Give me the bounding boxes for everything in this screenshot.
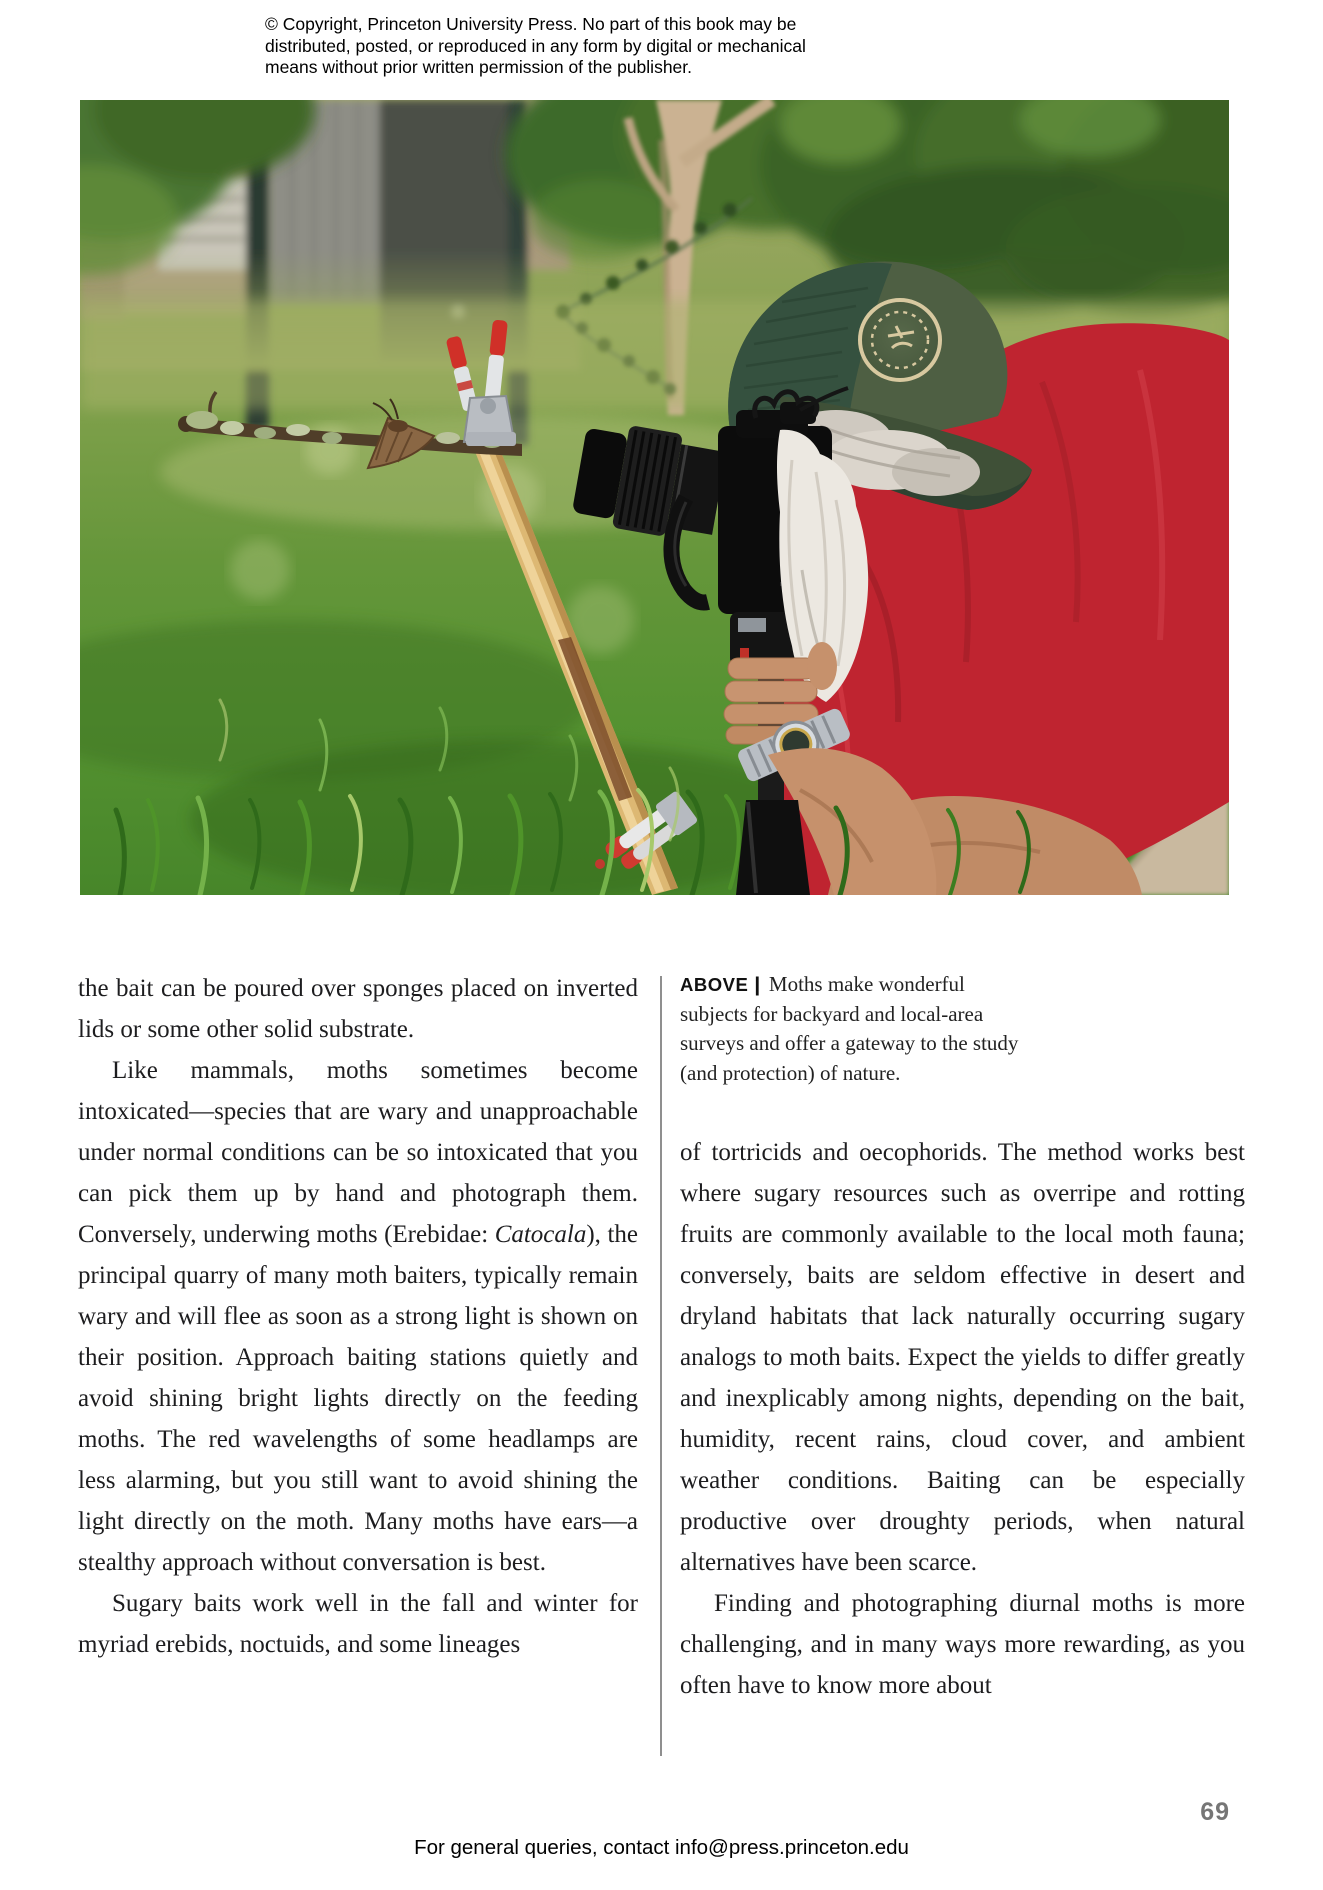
copyright-line: means without prior written permission of the publisher. <box>265 57 693 77</box>
copyright-notice <box>265 14 865 79</box>
paragraph-text: Like mammals, moths sometimes become intoxicated—species that are wary and unapproachable under normal conditions can be so intoxicated that you can pick them up by hand and photograph them. Conversely, underwing moths (Erebidae: <box>78 1057 638 1248</box>
paragraph: the bait can be poured over sponges placed on inverted lids or some other solid substrate. <box>78 975 638 1043</box>
paragraph: of tortricids and oecophorids. The method works best where sugary resources such as overripe and rotting fruits are commonly available to the local moth fauna; conversely, baits are seldom effective in desert and dryland habitats that lack naturally occurring sugary analogs to moth baits. Expect the yields to differ greatly and inexplicably among nights, depending on the bait, humidity, recent rains, cloud cover, and ambient weather conditions. Baiting can be especially productive over droughty periods, when natural alternatives have been scarce. <box>680 1139 1245 1576</box>
photo-moth-photographer <box>80 100 1229 895</box>
red-fleck <box>595 859 605 869</box>
footer-contact: For general queries, contact info@press.princeton.edu <box>414 1836 909 1859</box>
paragraph: Finding and photographing diurnal moths is more challenging, and in many ways more rewarding, as you often have to know more about <box>680 1590 1245 1699</box>
photo-illustration <box>80 100 1229 895</box>
page-number: 69 <box>1200 1798 1230 1826</box>
caption-label: ABOVE <box>680 974 749 995</box>
left-column <box>78 968 638 1665</box>
paragraph <box>78 1050 638 1583</box>
paragraph: Sugary baits work well in the fall and winter for myriad erebids, noctuids, and some lineages <box>78 1590 638 1658</box>
right-column <box>680 1132 1245 1706</box>
caption-text: Moths make wonderful subjects for backyard and local-area surveys and offer a gateway to the study (and protection) of nature. <box>680 972 1019 1085</box>
copyright-line: distributed, posted, or reproduced in any form by digital or mechanical <box>265 35 806 56</box>
photo-caption <box>680 970 1028 1088</box>
genus-name-italic: Catocala <box>494 1221 587 1248</box>
caption-divider-bar: | <box>753 972 763 996</box>
column-rule <box>660 976 662 1756</box>
copyright-line: © Copyright, Princeton University Press. No part of this book may be <box>265 14 797 34</box>
monopod-foot <box>736 800 810 895</box>
paragraph-text: ), the principal quarry of many moth baiters, typically remain wary and will flee as soon as a strong light is shown on their position. Approach baiting stations quietly and avoid shining bright lights directly on the feeding moths. The red wavelengths of some headlamps are less alarming, but you still want to avoid shining the light directly on the moth. Many moths have ears—a stealthy approach without conversation is best. <box>78 1221 638 1576</box>
